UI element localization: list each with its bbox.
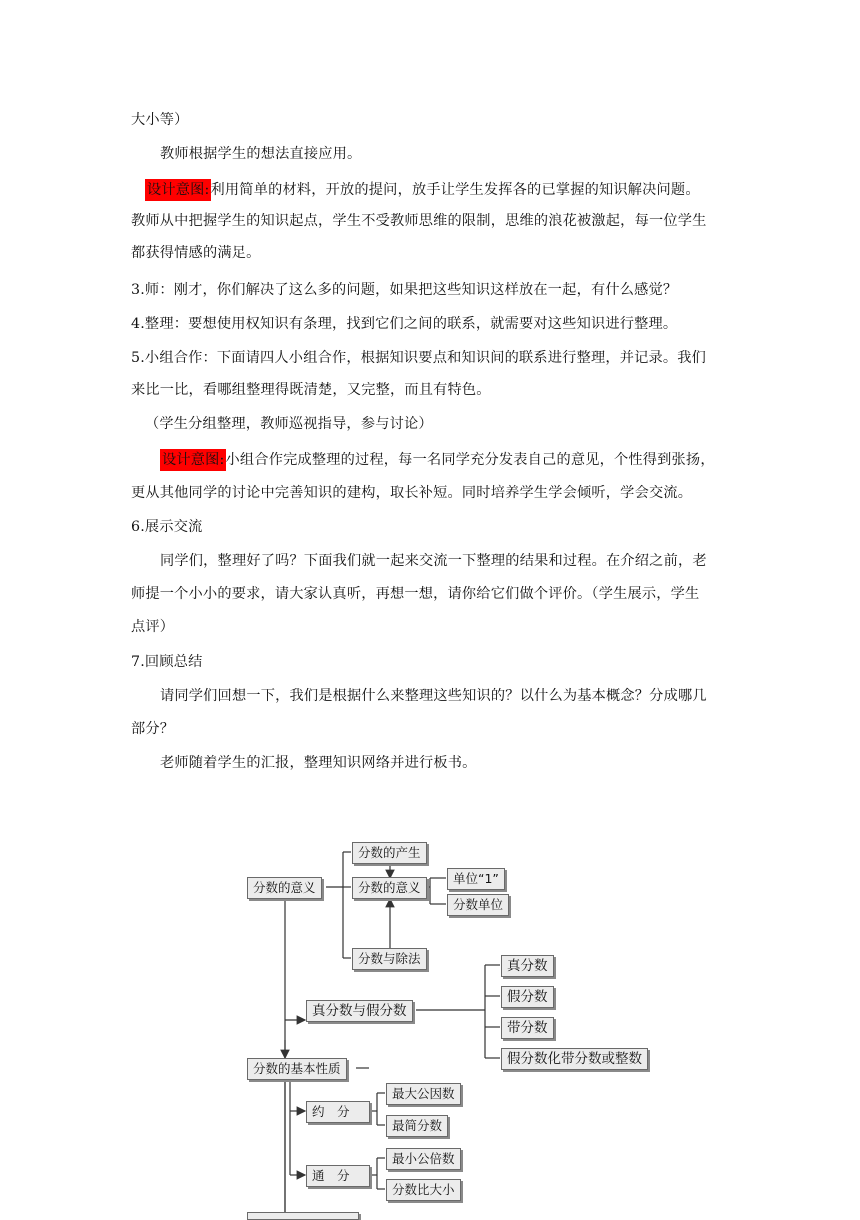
paragraph-line: 请同学们回想一下，我们是根据什么来整理这些知识的？以什么为基本概念？分成哪几 [160,688,707,704]
node-convert-mixed: 假分数化带分数或整数 [501,1048,648,1070]
node-fraction-meaning-sub: 分数的意义 [352,877,427,899]
paragraph-text: 利用简单的材料，开放的提问，放手让学生发挥各的已掌握的知识解决问题。 [210,182,700,198]
node-compare: 分数比大小 [386,1179,461,1201]
paragraph-line: 大小等） [131,112,189,128]
paragraph-text: 小组合作完成整理的过程，每一名同学充分发表自己的意见，个性得到张扬， [225,452,715,468]
paragraph-line: 部分？ [131,721,175,737]
paragraph-line: 同学们，整理好了吗？下面我们就一起来交流一下整理的结果和过程。在介绍之前，老 [160,553,707,569]
node-cutoff [247,1212,359,1220]
paragraph-line: 教师从中把握学生的知识起点，学生不受教师思维的限制，思维的浪花被激起，每一位学生 [131,213,707,229]
node-lcm: 最小公倍数 [386,1148,461,1170]
paragraph-line: 点评） [131,619,175,635]
paragraph-line: 教师根据学生的想法直接应用。 [160,146,362,162]
node-gcf: 最大公因数 [386,1083,461,1105]
paragraph-line: 更从其他同学的讨论中完善知识的建构，取长补短。同时培养学生学会倾听，学会交流。 [131,485,693,501]
paragraph-line: 3.师：刚才，你们解决了这么多的问题，如果把这些知识这样放在一起，有什么感觉？ [131,282,678,298]
paragraph-line: 来比一比，看哪组整理得既清楚，又完整，而且有特色。 [131,382,491,398]
section-heading: 7.回顾总结 [131,654,203,670]
node-fraction-origin: 分数的产生 [352,842,427,864]
paragraph-line: 老师随着学生的汇报，整理知识网络并进行板书。 [160,755,477,771]
node-common-denominator: 通 分 [306,1165,370,1187]
node-proper-fraction: 真分数 [501,955,554,977]
design-intent-highlight: 设计意图: [145,179,211,201]
paragraph-line: 师提一个小小的要求，请大家认真听，再想一想，请你给它们做个评价。（学生展示，学生 [131,586,700,602]
node-basic-property: 分数的基本性质 [247,1058,347,1080]
section-heading: 6.展示交流 [131,519,203,535]
node-fraction-division: 分数与除法 [352,948,427,970]
node-fraction-unit: 分数单位 [447,894,509,916]
paragraph-line: （学生分组整理，教师巡视指导，参与讨论） [145,416,433,432]
paragraph-line: 4.整理：要想使用权知识有条理，找到它们之间的联系，就需要对这些知识进行整理。 [131,316,678,332]
node-improper-fraction: 假分数 [501,986,554,1008]
node-simplest: 最简分数 [386,1115,448,1137]
node-mixed-number: 带分数 [501,1017,554,1039]
node-fraction-meaning: 分数的意义 [247,877,322,899]
paragraph-line: 都获得情感的满足。 [131,245,261,261]
node-proper-improper: 真分数与假分数 [306,1000,413,1022]
design-intent-highlight: 设计意图: [160,449,226,471]
paragraph-line: 5.小组合作：下面请四人小组合作，根据知识要点和知识间的联系进行整理，并记录。我们 [131,350,707,366]
node-unit-one: 单位“1” [447,868,505,890]
node-reduce: 约 分 [306,1101,370,1123]
